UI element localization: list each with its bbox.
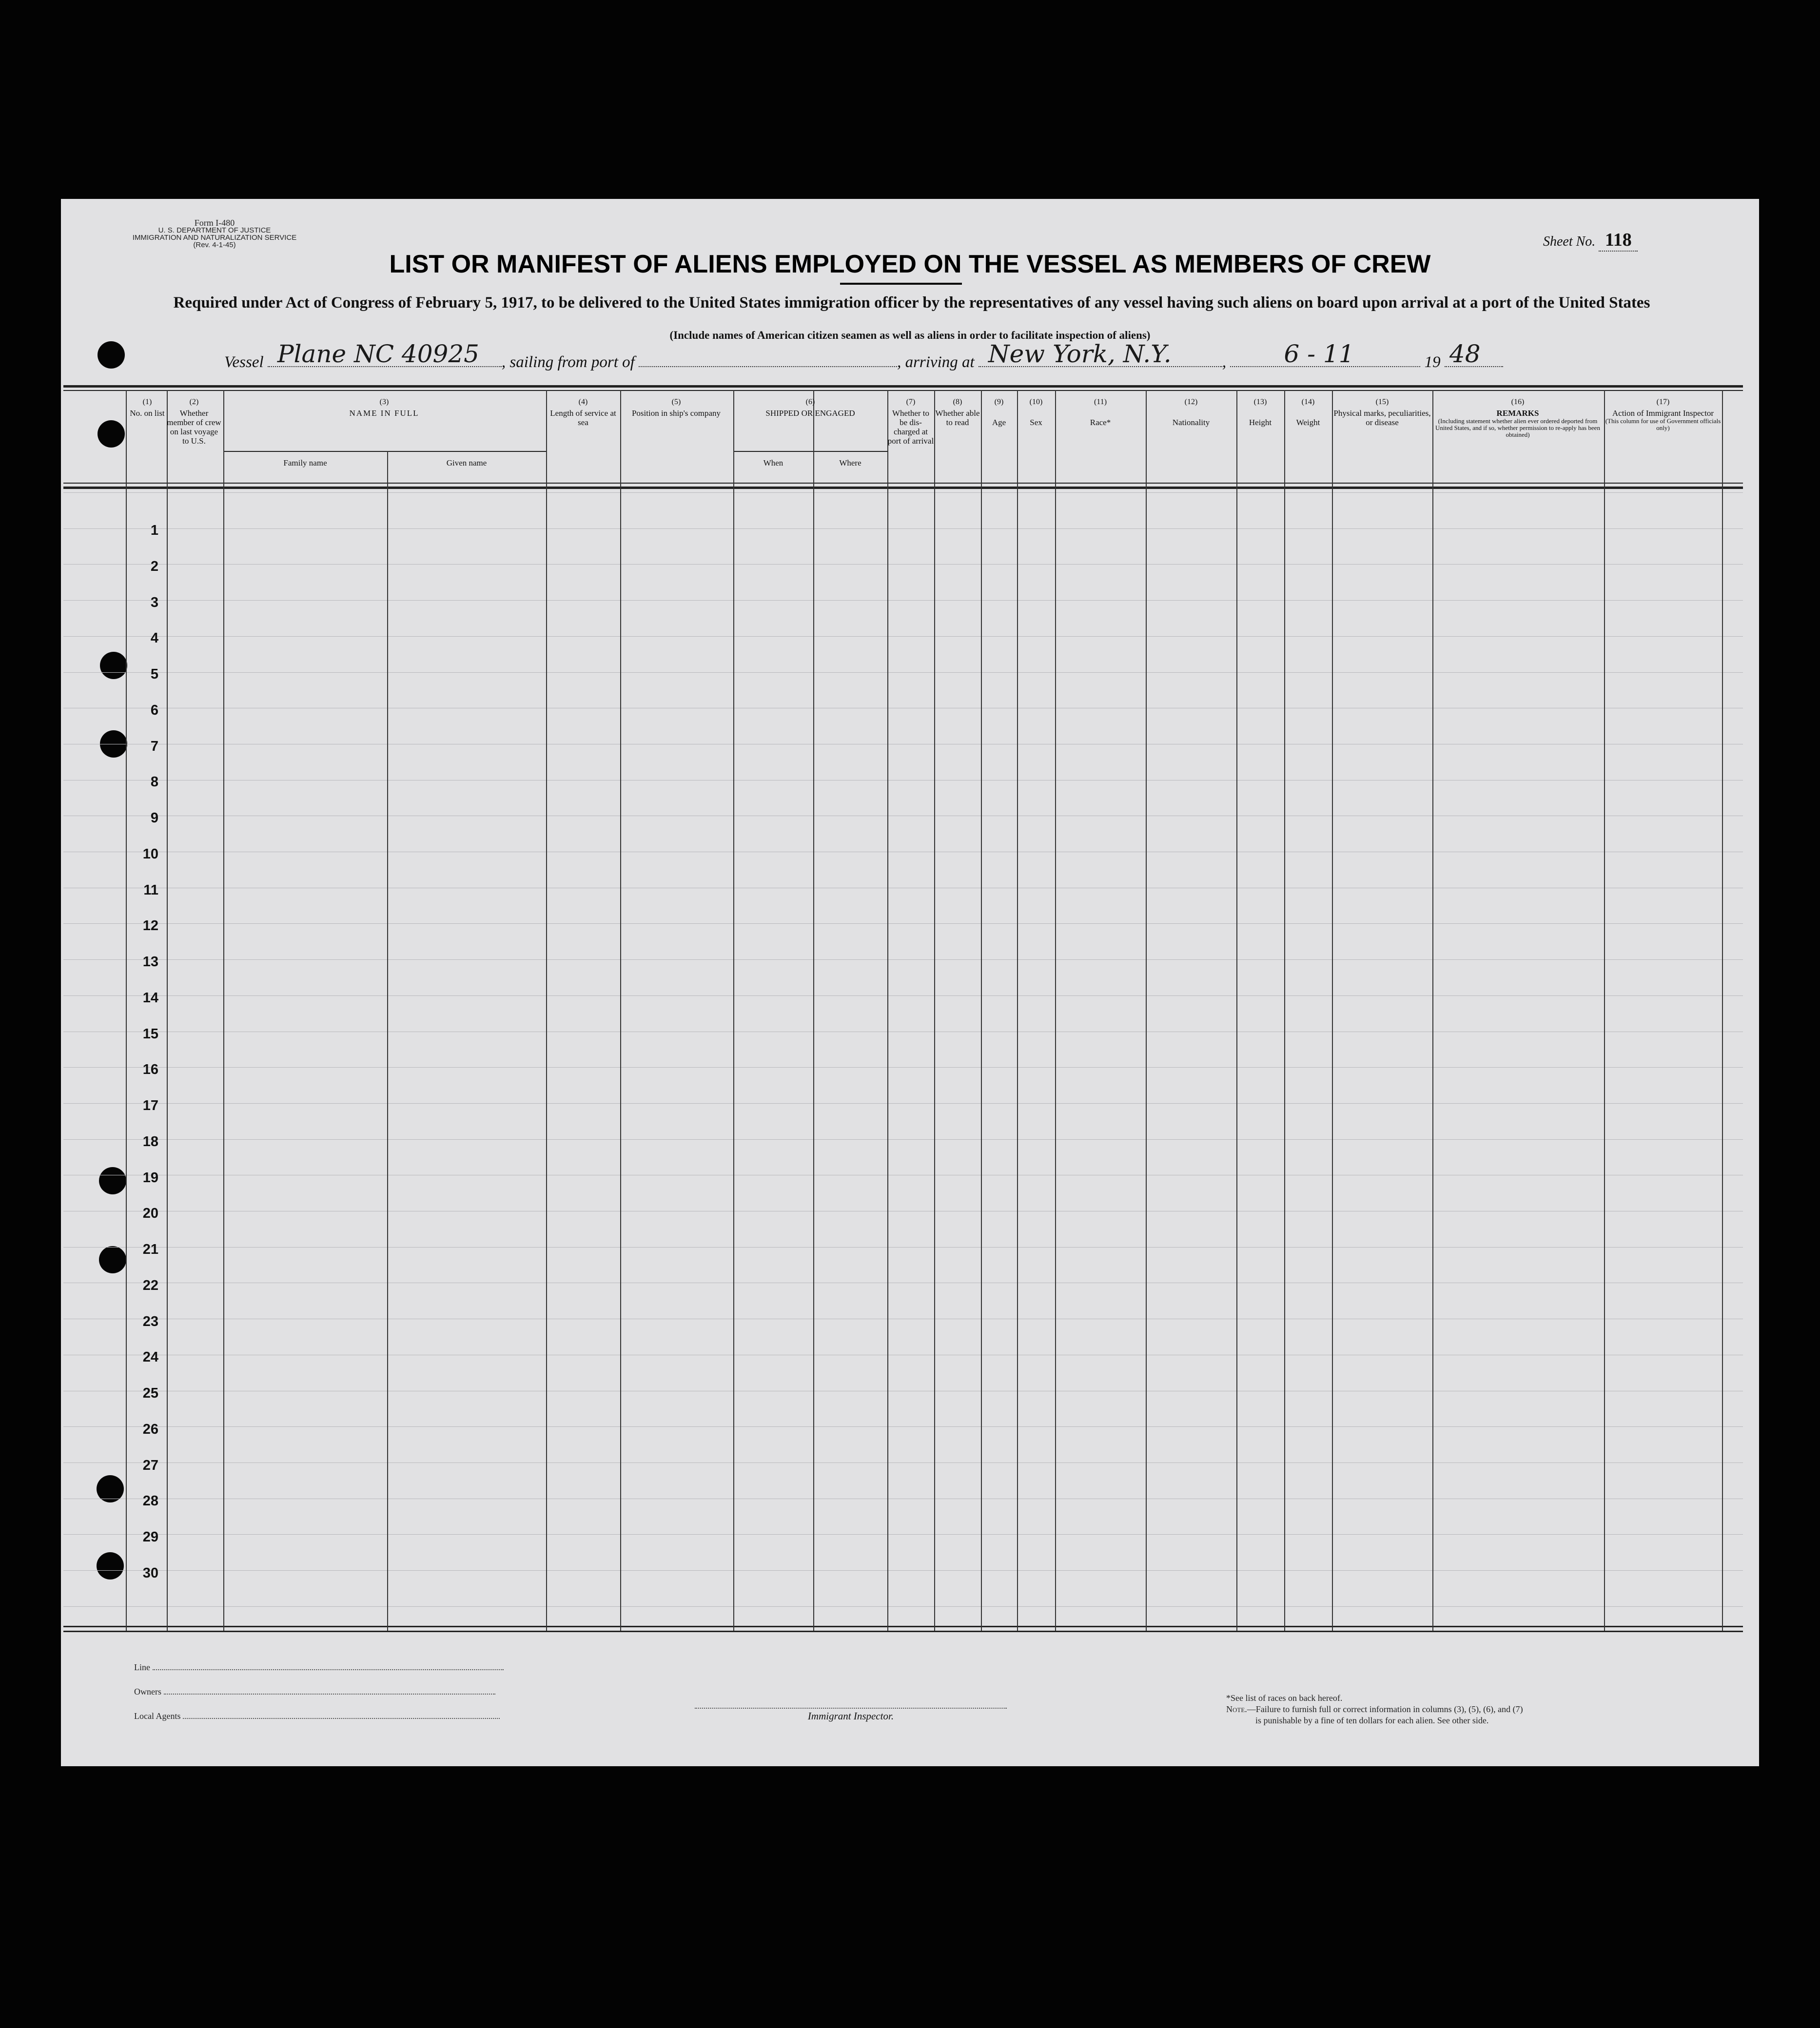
- arrival-date-value: 6 - 11: [1284, 340, 1354, 368]
- row-rule: [63, 1426, 1743, 1427]
- year-prefix: 19: [1424, 353, 1441, 371]
- row-number: 6: [150, 702, 158, 718]
- column-header-15: (15) Physical marks, peculiarities, or disease: [1333, 398, 1431, 427]
- footer-note: [1226, 1693, 1523, 1726]
- column-header-14: (14) Weight: [1296, 398, 1320, 427]
- local-agents-label: Local Agents: [134, 1711, 181, 1721]
- row-rule: [63, 995, 1743, 996]
- vessel-label: Vessel: [224, 353, 264, 371]
- binder-hole: [100, 652, 127, 679]
- form-revision: (Rev. 4-1-45): [193, 241, 236, 249]
- column-rule: [934, 390, 935, 1631]
- row-number: 5: [150, 666, 158, 682]
- year-field: [1445, 340, 1503, 368]
- column-rule: [1146, 390, 1147, 1631]
- column-header-9: (9) Age: [992, 398, 1006, 427]
- table-rule: [63, 1626, 1743, 1627]
- row-number: 8: [150, 774, 158, 790]
- table-rule: [63, 487, 1743, 489]
- row-number: 4: [150, 630, 158, 646]
- column-rule: [1604, 390, 1605, 1631]
- table-rule: [223, 451, 546, 452]
- column-rule: [1284, 390, 1285, 1631]
- column-header-6: (6) SHIPPED OR ENGAGED: [765, 398, 855, 418]
- column-header-8: (8) Whether able to read: [935, 398, 980, 427]
- column-rule: [1332, 390, 1333, 1631]
- row-number: 28: [142, 1493, 158, 1509]
- row-number: 17: [142, 1098, 158, 1113]
- form-identifier: [132, 219, 297, 249]
- row-number: 2: [150, 558, 158, 574]
- column-header-when: When: [763, 458, 783, 468]
- column-rule: [1055, 390, 1056, 1631]
- row-number: 22: [142, 1277, 158, 1293]
- sailing-port-field: [639, 353, 897, 367]
- row-rule: [63, 492, 1743, 493]
- column-rule: [733, 390, 734, 1631]
- vessel-value: Plane NC 40925: [277, 340, 479, 368]
- column-header-17: (17) Action of Immigrant Inspector (This column for use of Government officials only): [1605, 398, 1721, 431]
- sheet-number: 118: [1599, 229, 1638, 252]
- row-rule: [63, 636, 1743, 637]
- row-rule: [63, 1462, 1743, 1463]
- arriving-port-field: [978, 340, 1222, 368]
- column-rule: [1017, 390, 1018, 1631]
- row-number: 3: [150, 594, 158, 610]
- vessel-field: [268, 340, 502, 368]
- row-number: 24: [142, 1349, 158, 1365]
- inspector-label: Immigrant Inspector.: [807, 1710, 894, 1722]
- binder-hole: [99, 1246, 126, 1273]
- column-rule: [387, 451, 388, 1631]
- column-header-2: (2) Whether member of crew on last voyage to U.S.: [167, 398, 221, 446]
- row-number: 25: [142, 1385, 158, 1401]
- race-note: *See list of races on back hereof.: [1226, 1693, 1343, 1703]
- row-number: 11: [143, 882, 158, 898]
- sailing-label: , sailing from port of: [501, 353, 635, 371]
- column-rule: [223, 390, 224, 1631]
- row-rule: [63, 1606, 1743, 1607]
- table-rule: [733, 451, 887, 452]
- column-header-16: (16) REMARKS (Including statement whether alien ever ordered deported from United States, and if so, whether permission to re-apply has been obtained): [1435, 398, 1600, 438]
- line-field: [134, 1662, 504, 1673]
- row-number: 14: [142, 990, 158, 1006]
- column-header-5: (5) Position in ship's company: [631, 398, 721, 418]
- vessel-line: Vessel Plane NC 40925 , sailing from port of , arriving at New York, N.Y. , 6 - 11 19 48: [224, 353, 1503, 371]
- arriving-port-value: New York, N.Y.: [988, 340, 1172, 368]
- table-rule: [63, 390, 1743, 391]
- column-rule: [813, 390, 814, 1631]
- note-text-2: is punishable by a fine of ten dollars for each alien. See other side.: [1255, 1716, 1489, 1725]
- column-rule: [1722, 390, 1723, 1631]
- column-header-13: (13) Height: [1249, 398, 1272, 427]
- column-rule: [1236, 390, 1237, 1631]
- row-number: 27: [142, 1457, 158, 1473]
- line-label: Line: [134, 1662, 150, 1672]
- row-number: 13: [142, 954, 158, 970]
- row-number: 7: [150, 738, 158, 754]
- binder-hole: [99, 1167, 126, 1194]
- row-number: 26: [142, 1421, 158, 1437]
- row-number: 20: [142, 1206, 158, 1222]
- column-header-4: (4) Length of service at sea: [550, 398, 616, 427]
- table-rule: [63, 483, 1743, 484]
- row-rule: [63, 1103, 1743, 1104]
- row-number: 10: [142, 846, 158, 862]
- column-rule: [167, 390, 168, 1631]
- row-number: 9: [150, 810, 158, 826]
- row-number: 16: [142, 1062, 158, 1078]
- note-text: —Failure to furnish full or correct information in columns (3), (5), (6), and (7): [1247, 1704, 1523, 1714]
- inspector-signature-line: [695, 1708, 1007, 1709]
- column-header-1: (1) No. on list: [130, 398, 165, 418]
- row-number: 29: [142, 1529, 158, 1545]
- row-rule: [63, 1247, 1743, 1248]
- binder-hole: [97, 1552, 124, 1580]
- row-number: 1: [150, 523, 158, 538]
- note-label: Note.: [1226, 1704, 1247, 1714]
- binder-hole: [98, 420, 125, 448]
- row-number: 23: [142, 1313, 158, 1329]
- row-rule: [63, 672, 1743, 673]
- row-number: 21: [142, 1242, 158, 1257]
- department-name: U. S. DEPARTMENT OF JUSTICE: [158, 226, 271, 234]
- row-number: 30: [142, 1565, 158, 1581]
- local-agents-field: [134, 1711, 500, 1721]
- column-rule: [981, 390, 982, 1631]
- column-rule: [126, 390, 127, 1631]
- row-number: 15: [142, 1026, 158, 1042]
- row-rule: [63, 528, 1743, 529]
- owners-field: [134, 1687, 495, 1697]
- column-rule: [620, 390, 621, 1631]
- row-rule: [63, 1570, 1743, 1571]
- row-rule: [63, 1067, 1743, 1068]
- sheet-number-field: [1543, 229, 1638, 252]
- table-rule: [63, 385, 1743, 388]
- year-value: 48: [1449, 340, 1481, 368]
- column-header-where: Where: [839, 458, 861, 468]
- row-rule: [63, 959, 1743, 960]
- form-number: Form I-480: [194, 218, 235, 228]
- column-rule: [1432, 390, 1433, 1631]
- row-rule: [63, 923, 1743, 924]
- binder-hole: [98, 341, 125, 369]
- column-rule: [546, 390, 547, 1631]
- column-header-given-name: Given name: [446, 458, 487, 468]
- row-rule: [63, 1534, 1743, 1535]
- table-rule: [63, 1631, 1743, 1632]
- column-header-10: (10) Sex: [1029, 398, 1043, 427]
- column-header-3: (3) NAME IN FULL: [349, 398, 419, 418]
- owners-label: Owners: [134, 1687, 161, 1696]
- row-number: 12: [142, 918, 158, 934]
- service-name: IMMIGRATION AND NATURALIZATION SERVICE: [132, 234, 297, 242]
- sheet-label: Sheet No.: [1543, 234, 1596, 249]
- page-title: LIST OR MANIFEST OF ALIENS EMPLOYED ON THE VESSEL AS MEMBERS OF CREW: [389, 250, 1431, 278]
- column-header-7: (7) Whether to be dis-charged at port of arrival: [887, 398, 934, 446]
- column-rule: [887, 390, 888, 1631]
- column-header-12: (12) Nationality: [1172, 398, 1210, 427]
- title-underline: [840, 283, 962, 285]
- row-rule: [63, 564, 1743, 565]
- row-number: 18: [142, 1133, 158, 1150]
- column-header-11: (11) Race*: [1090, 398, 1111, 427]
- row-rule: [63, 600, 1743, 601]
- include-note: (Include names of American citizen seamen as well as aliens in order to facilitate inspection of aliens): [669, 329, 1151, 341]
- arriving-label: , arriving at: [897, 353, 975, 371]
- arrival-date-field: [1230, 340, 1420, 368]
- row-rule: [63, 1139, 1743, 1140]
- column-header-family-name: Family name: [283, 458, 327, 468]
- page-subtitle: Required under Act of Congress of February 5, 1917, to be delivered to the United States immigration officer by the representatives of any vessel having such aliens on board upon arrival at a port of the United States: [173, 294, 1650, 312]
- row-number: 19: [142, 1170, 158, 1186]
